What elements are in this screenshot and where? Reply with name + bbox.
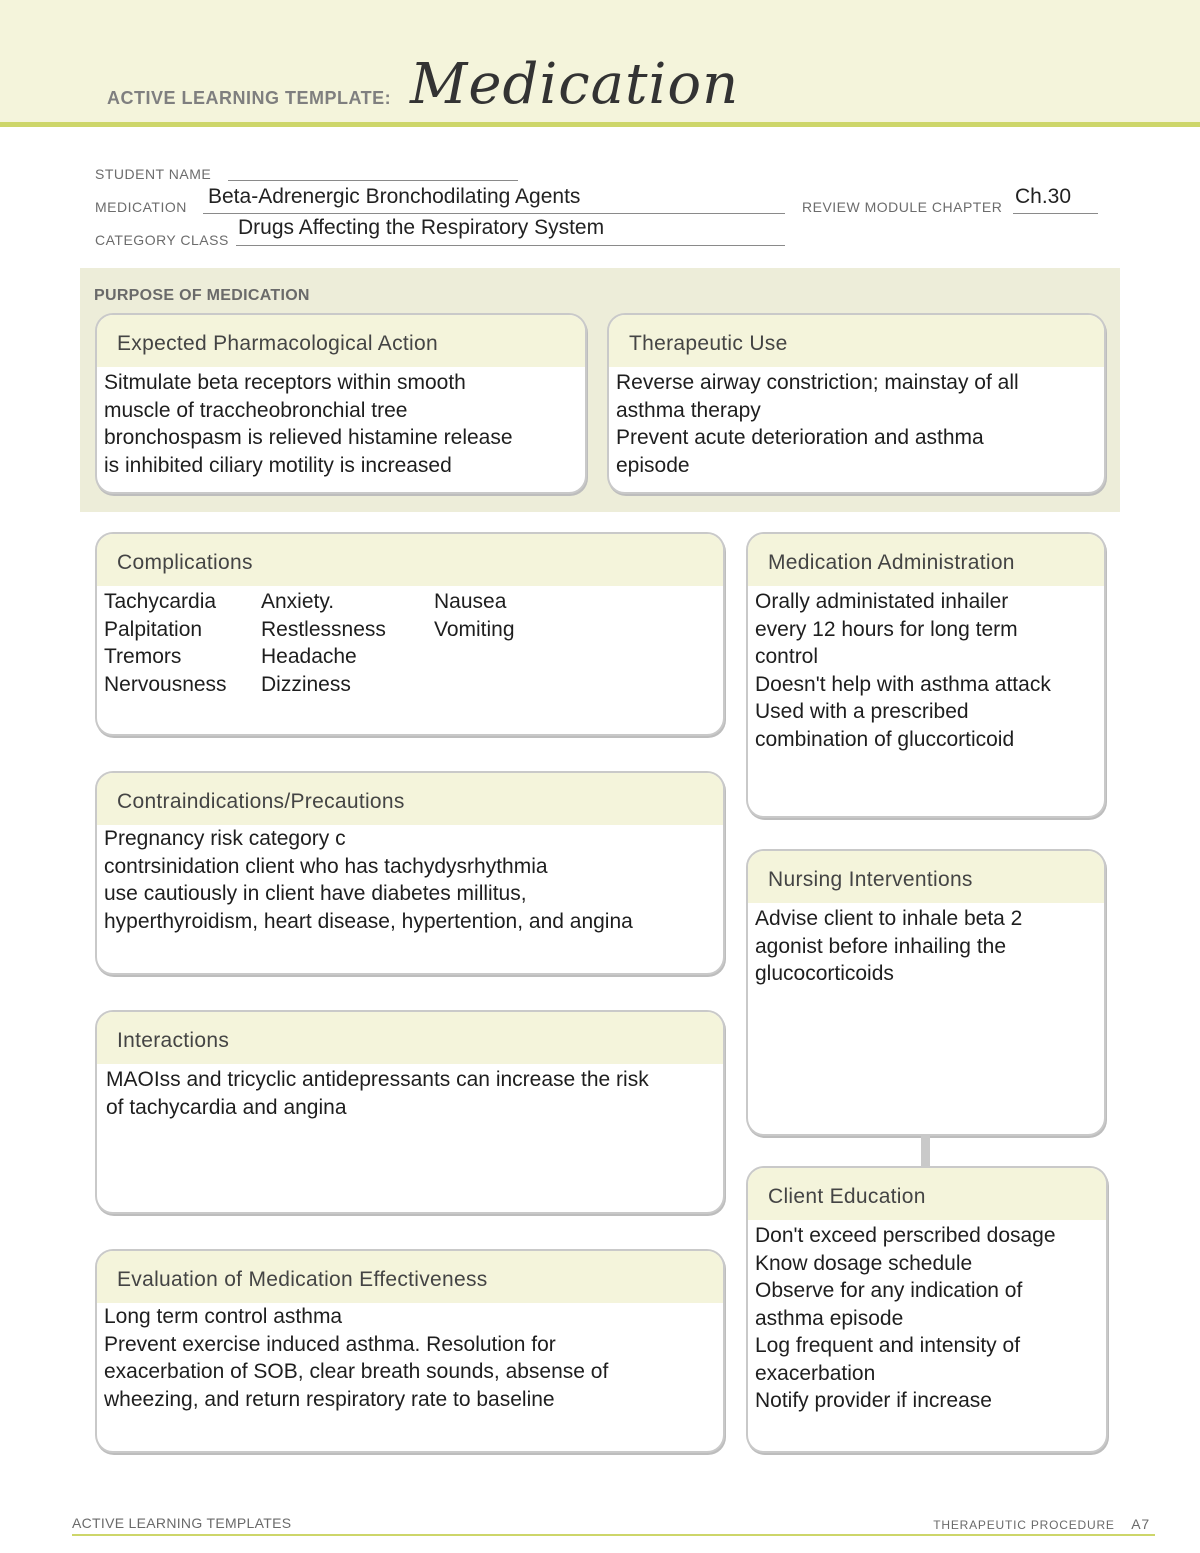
text-line: Notify provider if increase [755,1389,992,1412]
text-line: of tachycardia and angina [106,1095,347,1119]
text-line: Sitmulate beta receptors within smooth [104,371,466,394]
complication-item: Headache [261,645,357,668]
text-line: Pregnancy risk category c [104,827,346,850]
student-name-line [228,180,518,181]
nursing-interventions-card[interactable] [746,849,1106,1136]
text-line: Don't exceed perscribed dosage [755,1224,1056,1247]
nursing-interventions-heading: Nursing Interventions [748,851,1104,903]
page-number: A7 [1131,1516,1150,1532]
category-field[interactable]: Drugs Affecting the Respiratory System [238,216,605,239]
interactions-text [97,1064,723,1121]
text-line: exacerbation of SOB, clear breath sounds, absense of [104,1360,609,1383]
text-line: hyperthyroidism, heart disease, hypertention, and angina [104,909,633,933]
complication-item: Nausea [434,590,507,613]
text-line: Reverse airway constriction; mainstay of all [616,371,1019,394]
text-line: glucocorticoids [755,962,894,985]
text-line: exacerbation [755,1361,876,1385]
complications-row [104,616,717,644]
text-line: Log frequent and intensity of [755,1334,1021,1357]
text-line: control [755,645,819,668]
nursing-interventions-text [748,903,1104,988]
complication-item: Dizziness [261,672,351,696]
therapeutic-use-card[interactable] [607,313,1106,494]
footer-rule [72,1534,1155,1536]
text-line: Prevent exercise induced asthma. Resolution for [104,1332,556,1356]
administration-card[interactable] [746,532,1106,818]
evaluation-card[interactable] [95,1249,725,1453]
text-line: Prevent acute deterioration and asthma [616,426,984,449]
text-line: use cautiously in client have diabetes millitus, [104,882,527,905]
interactions-card[interactable] [95,1010,725,1214]
complications-row [104,588,717,616]
chapter-line [1013,213,1098,214]
client-education-card[interactable] [746,1166,1108,1453]
category-line [236,245,785,246]
complication-item: Anxiety. [261,590,335,613]
complication-item: Restlessness [261,617,386,641]
text-line: Orally administated inhailer [755,590,1009,613]
text-line: combination of gluccorticoid [755,727,1015,751]
expected-action-heading: Expected Pharmacological Action [97,315,585,367]
text-line: muscle of traccheobronchial tree [104,398,408,422]
text-line: agonist before inhailing the [755,934,1007,958]
expected-action-text [97,367,585,479]
complication-item: Tachycardia [104,590,217,613]
contraindications-text [97,825,723,935]
template-label: ACTIVE LEARNING TEMPLATE: [107,88,392,108]
footer-label: ACTIVE LEARNING TEMPLATES [72,1515,292,1531]
text-line: asthma therapy [616,398,761,422]
text-line: every 12 hours for long term [755,617,1018,641]
medication-label: MEDICATION [95,199,187,215]
complication-item: Nervousness [104,672,227,696]
text-line: MAOIss and tricyclic antidepressants can increase the risk [106,1068,649,1091]
complications-heading: Complications [97,534,723,586]
complications-text [97,586,723,698]
medication-line [203,213,785,214]
student-name-label: STUDENT NAME [95,166,212,182]
purpose-title: PURPOSE OF MEDICATION [94,287,310,304]
complications-row [104,643,717,671]
chapter-field[interactable]: Ch.30 [1015,185,1072,208]
complications-row [104,671,717,699]
text-line: episode [616,453,690,477]
text-line: Long term control asthma [104,1305,343,1328]
chapter-label: REVIEW MODULE CHAPTER [802,199,1003,215]
footer-section [933,1516,1150,1532]
administration-heading: Medication Administration [748,534,1104,586]
therapeutic-use-heading: Therapeutic Use [609,315,1104,367]
text-line: Used with a prescribed [755,700,969,723]
text-line: contrsinidation client who has tachydysrhythmia [104,854,548,878]
header-accent-rule [0,122,1200,127]
text-line: wheezing, and return respiratory rate to baseline [104,1387,555,1411]
complication-item: Tremors [104,645,182,668]
medication-field[interactable]: Beta-Adrenergic Bronchodilating Agents [208,185,581,208]
text-line: Doesn't help with asthma attack [755,672,1051,696]
text-line: Know dosage schedule [755,1251,973,1275]
client-education-heading: Client Education [748,1168,1106,1220]
contraindications-card[interactable] [95,771,725,975]
category-label: CATEGORY CLASS [95,232,229,248]
contraindications-heading: Contraindications/Precautions [97,773,723,825]
card-connector [921,1136,930,1166]
administration-text [748,586,1104,753]
client-education-text [748,1220,1106,1415]
text-line: is inhibited ciliary motility is increased [104,453,452,477]
interactions-heading: Interactions [97,1012,723,1064]
expected-action-card[interactable] [95,313,587,494]
page-title: Medication [410,52,740,117]
text-line: bronchospasm is relieved histamine release [104,426,513,449]
complication-item [434,671,594,699]
complication-item [434,643,594,671]
therapeutic-use-text [609,367,1104,479]
footer-section-label: THERAPEUTIC PROCEDURE [933,1518,1115,1532]
text-line: asthma episode [755,1306,904,1330]
complication-item: Palpitation [104,617,203,641]
complications-card[interactable] [95,532,725,736]
complication-item: Vomiting [434,617,515,641]
evaluation-heading: Evaluation of Medication Effectiveness [97,1251,723,1303]
text-line: Observe for any indication of [755,1279,1023,1302]
evaluation-text [97,1303,723,1413]
text-line: Advise client to inhale beta 2 [755,907,1023,930]
